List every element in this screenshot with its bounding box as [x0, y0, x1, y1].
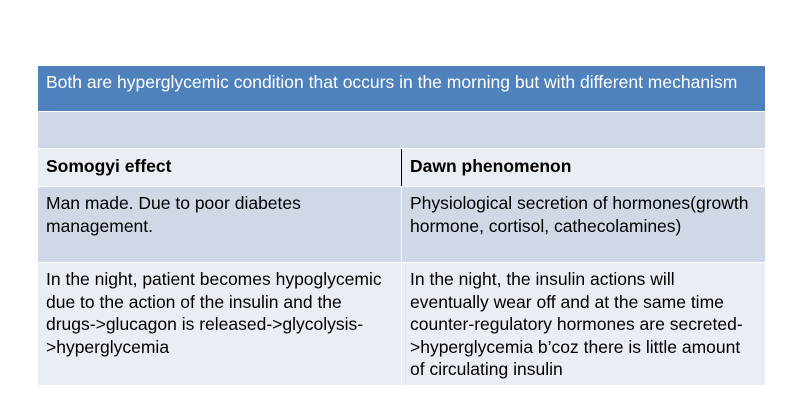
table-cell: Man made. Due to poor diabetes management. — [46, 193, 301, 236]
table-row — [38, 187, 765, 263]
comparison-table — [38, 66, 765, 386]
column-header-somogyi: Somogyi effect — [46, 156, 172, 176]
table-cell: Physiological secretion of hormones(growth hormone, cortisol, cathecolamines) — [401, 187, 765, 262]
table-header-row — [38, 149, 765, 187]
column-header-dawn: Dawn phenomenon — [401, 149, 765, 186]
table-cell: In the night, the insulin actions will eventually wear off and at the same time counter-regulatory hormones are secreted->hyperglycemia b’coz there is little amount of circulating insulin — [401, 263, 765, 385]
table-row — [38, 263, 765, 386]
empty-row — [38, 111, 765, 149]
table-cell: In the night, patient becomes hypoglycemic due to the action of the insulin and the drugs->glucagon is released->glycolysis->hyperglycemia — [46, 269, 382, 357]
table-title: Both are hyperglycemic condition that occurs in the morning but with different mechanism — [38, 66, 765, 111]
